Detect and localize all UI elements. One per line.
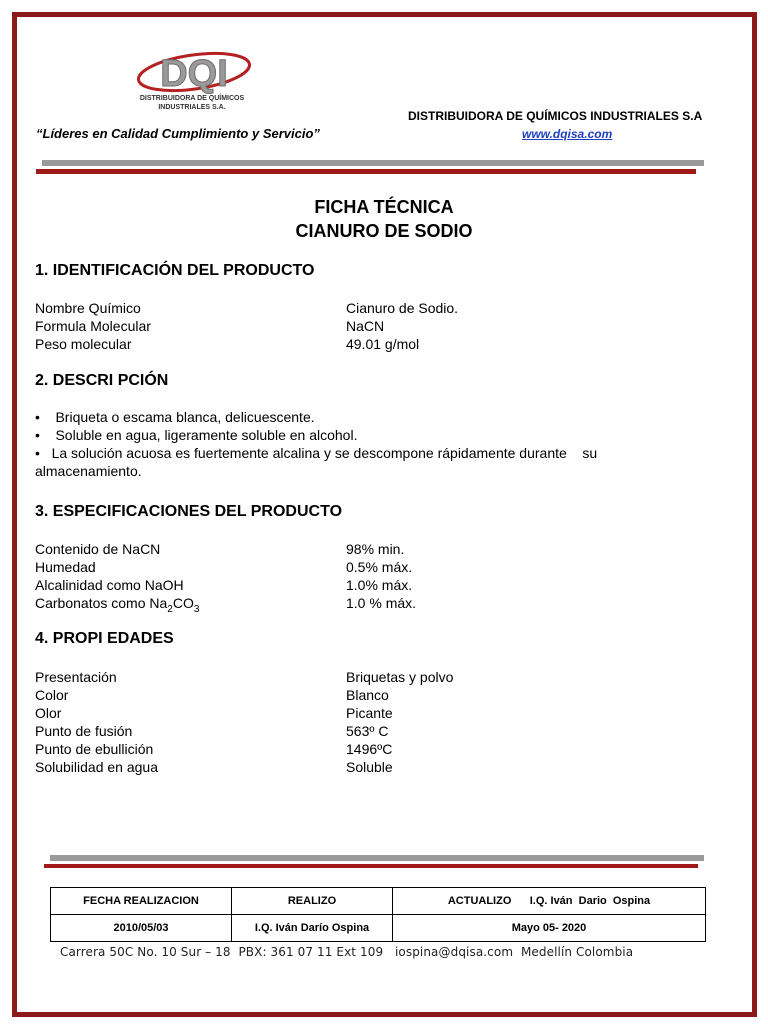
s4-label-1: Color [35,687,69,703]
doc-subtitle: CIANURO DE SODIO [295,221,473,241]
table-header-cell: ACTUALIZO I.Q. Iván Dario Ospina [393,888,706,915]
s4-label-0: Presentación [35,669,117,685]
s3-value-1: 0.5% máx. [346,559,413,575]
s3-label-2: Alcalinidad como NaOH [35,577,184,593]
s4-value-3: 563º C [346,723,389,739]
bullet-text-1: Soluble en agua, ligeramente soluble en alcohol. [55,427,358,443]
s4-label-3: Punto de fusión [35,723,133,739]
s3-value-2: 1.0% máx. [346,577,413,593]
carbonate-mid: CO [172,595,194,611]
section2-heading: 2. DESCRI PCIÓN [35,372,169,389]
s4-label-2: Olor [35,705,62,721]
logo-caption-line2: INDUSTRIALES S.A. [158,104,226,111]
s4-value-5: Soluble [346,759,393,775]
s4-value-4: 1496ºC [346,741,393,757]
slogan: “Líderes en Calidad Cumplimiento y Servicio” [36,126,320,141]
table-header-cell: FECHA REALIZACION [51,888,232,915]
bullet-text-0: Briqueta o escama blanca, delicuescente. [55,409,315,425]
s1-label-0: Nombre Químico [35,300,141,316]
bullet-item: • Soluble en agua, ligeramente soluble en alcohol. [35,427,358,443]
website-link[interactable]: www.dqisa.com [522,127,613,141]
table-cell: 2010/05/03 [51,915,232,942]
section4-heading: 4. PROPI EDADES [35,630,174,647]
table-header-cell: REALIZO [232,888,393,915]
s3-label-1: Humedad [35,559,96,575]
s3-label-0: Contenido de NaCN [35,541,161,557]
bullet-item: • La solución acuosa es fuertemente alcalina y se descompone rápidamente durante su [35,445,598,461]
footer-bar-gray [50,855,704,861]
table-row [51,888,706,915]
s3-value-3: 1.0 % máx. [346,595,417,611]
s4-label-5: Solubilidad en agua [35,759,158,775]
s1-value-1: NaCN [346,318,385,334]
s4-value-1: Blanco [346,687,389,703]
s4-label-4: Punto de ebullición [35,741,154,757]
logo-caption-line1: DISTRIBUIDORA DE QUÍMICOS [139,95,245,102]
logo-caption [130,94,254,112]
s1-value-2: 49.01 g/mol [346,336,420,352]
header-bar-red [36,169,696,174]
company-name: DISTRIBUIDORA DE QUÍMICOS INDUSTRIALES S.A [408,109,703,123]
s4-value-0: Briquetas y polvo [346,669,454,685]
s1-value-0: Cianuro de Sodio. [346,300,459,316]
s4-value-2: Picante [346,705,393,721]
section1-heading: 1. IDENTIFICACIÓN DEL PRODUCTO [35,262,315,279]
table-row [51,915,706,942]
bullet-text-2: La solución acuosa es fuertemente alcalina y se descompone rápidamente durante su [51,445,598,461]
carbonate-pre: Carbonatos como Na [35,595,168,611]
logo-letters: DQI [160,53,228,95]
bullet-continuation: almacenamiento. [35,463,142,479]
doc-title: FICHA TÉCNICA [314,197,454,217]
revision-table [50,887,706,942]
carbonate-sub2: 3 [193,603,200,615]
table-cell: Mayo 05- 2020 [393,915,706,942]
address-line: Carrera 50C No. 10 Sur – 18 PBX: 361 07 11 Ext 109 iospina@dqisa.com Medellín Colombia [60,945,634,959]
header-bar-gray [42,160,704,166]
section3-heading: 3. ESPECIFICACIONES DEL PRODUCTO [35,503,343,520]
footer-bar-red [44,864,698,868]
s3-value-0: 98% min. [346,541,405,557]
carbonate-sub1: 2 [167,603,173,615]
s1-label-1: Formula Molecular [35,318,151,334]
s1-label-2: Peso molecular [35,336,132,352]
bullet-item: • Briqueta o escama blanca, delicuescente. [35,409,315,425]
logo-swoosh-icon [128,50,258,98]
s3-label-3 [35,594,199,619]
table-cell: I.Q. Iván Darío Ospina [232,915,393,942]
